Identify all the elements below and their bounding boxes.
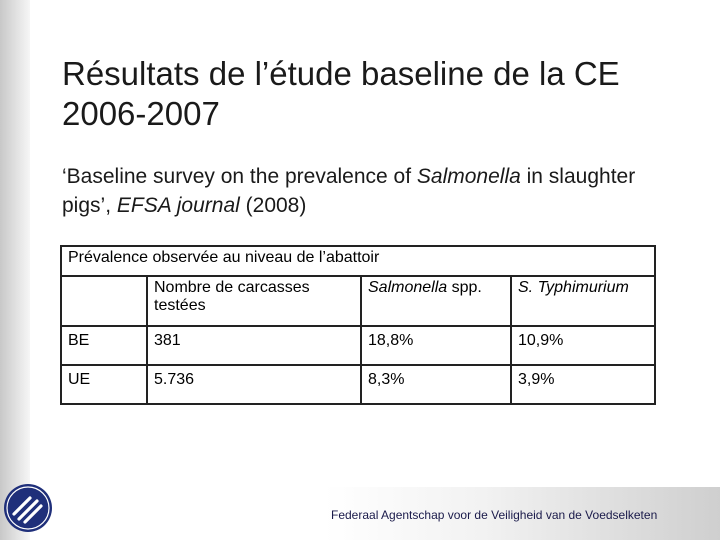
prevalence-table [60,245,656,405]
column-header-count: Nombre de carcasses testées [147,276,361,326]
table-row [61,365,655,404]
subtitle-italic-journal: EFSA journal [116,194,240,217]
row-count: 5.736 [147,365,361,404]
row-typhimurium: 10,9% [511,326,655,365]
table-header-row [61,246,655,276]
table-header-title: Prévalence observée au niveau de l’abattoir [61,246,655,276]
row-label: UE [61,365,147,404]
table-column-row [61,276,655,326]
column-header-empty [61,276,147,326]
table-row [61,326,655,365]
subtitle-part-2: in slaughter pigs’, [62,165,636,217]
slide-subtitle [62,162,682,220]
left-decorative-band [0,0,30,540]
row-label: BE [61,326,147,365]
column-header-typhimurium: S. Typhimurium [511,276,655,326]
afsca-logo-icon [0,480,56,536]
subtitle-part-1: ‘Baseline survey on the prevalence of [62,165,417,188]
column-header-salmonella-italic: Salmonella [368,279,448,296]
column-header-salmonella [361,276,511,326]
row-salmonella: 18,8% [361,326,511,365]
slide-title: Résultats de l’étude baseline de la CE 2006-2007 [62,55,620,132]
subtitle-part-3: (2008) [239,194,307,217]
subtitle-italic-salmonella: Salmonella [416,165,521,188]
row-count: 381 [147,326,361,365]
column-header-salmonella-rest: spp. [447,279,482,296]
footer-agency-name: Federaal Agentschap voor de Veiligheid van de Voedselketen [331,508,658,522]
row-salmonella: 8,3% [361,365,511,404]
row-typhimurium: 3,9% [511,365,655,404]
